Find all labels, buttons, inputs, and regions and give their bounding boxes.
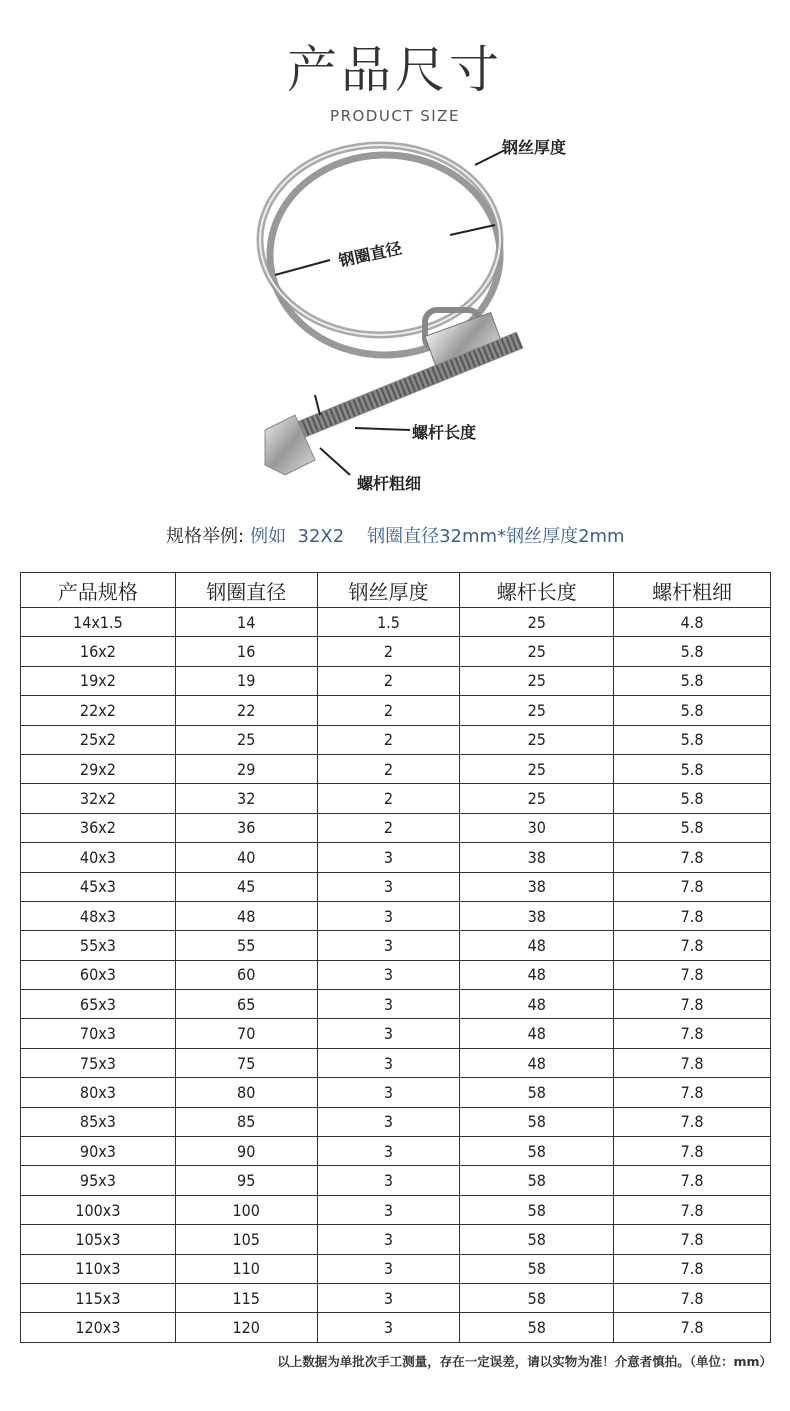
label-screw-diameter: 螺杆粗细 xyxy=(357,474,422,493)
table-row xyxy=(21,696,771,725)
page-subtitle: PRODUCT SIZE xyxy=(330,107,460,125)
size-table xyxy=(20,572,771,1343)
table-cell: 7.8 xyxy=(614,1166,771,1195)
table-cell: 70 xyxy=(175,1019,317,1048)
table-cell: 2 xyxy=(317,696,460,725)
table-cell: 7.8 xyxy=(614,1107,771,1136)
table-cell: 7.8 xyxy=(614,843,771,872)
spec-example xyxy=(166,522,625,548)
table-cell: 5.8 xyxy=(614,813,771,842)
table-row xyxy=(21,1313,771,1342)
table-cell: 48 xyxy=(460,960,614,989)
table-cell: 2 xyxy=(317,754,460,783)
table-cell: 25x2 xyxy=(21,725,176,754)
table-cell: 7.8 xyxy=(614,1254,771,1283)
table-cell: 7.8 xyxy=(614,1048,771,1077)
table-cell: 48 xyxy=(175,901,317,930)
table-cell: 7.8 xyxy=(614,1283,771,1312)
table-cell: 3 xyxy=(317,1019,460,1048)
table-cell: 3 xyxy=(317,1048,460,1077)
table-cell: 7.8 xyxy=(614,1225,771,1254)
table-cell: 3 xyxy=(317,1166,460,1195)
table-cell: 3 xyxy=(317,1107,460,1136)
table-cell: 5.8 xyxy=(614,696,771,725)
table-cell: 80x3 xyxy=(21,1078,176,1107)
footer-note: 以上数据为单批次手工测量，存在一定误差，请以实物为准！介意者慎拍。（单位：mm） xyxy=(277,1354,772,1369)
table-cell: 70x3 xyxy=(21,1019,176,1048)
table-cell: 5.8 xyxy=(614,725,771,754)
table-cell: 58 xyxy=(460,1166,614,1195)
table-cell: 25 xyxy=(175,725,317,754)
table-cell: 2 xyxy=(317,637,460,666)
table-cell: 19 xyxy=(175,666,317,695)
table-cell: 38 xyxy=(460,843,614,872)
table-cell: 40x3 xyxy=(21,843,176,872)
column-header: 产品规格 xyxy=(21,573,176,608)
table-cell: 19x2 xyxy=(21,666,176,695)
table-cell: 3 xyxy=(317,1254,460,1283)
table-cell: 115 xyxy=(175,1283,317,1312)
table-cell: 80 xyxy=(175,1078,317,1107)
table-cell: 85x3 xyxy=(21,1107,176,1136)
table-row xyxy=(21,1019,771,1048)
table-cell: 5.8 xyxy=(614,637,771,666)
table-cell: 105 xyxy=(175,1225,317,1254)
table-cell: 25 xyxy=(460,666,614,695)
table-cell: 32x2 xyxy=(21,784,176,813)
table-cell: 120x3 xyxy=(21,1313,176,1342)
table-cell: 90 xyxy=(175,1137,317,1166)
table-cell: 110 xyxy=(175,1254,317,1283)
table-cell: 3 xyxy=(317,931,460,960)
table-row xyxy=(21,990,771,1019)
table-cell: 36x2 xyxy=(21,813,176,842)
table-cell: 100x3 xyxy=(21,1195,176,1224)
table-row xyxy=(21,725,771,754)
hose-clamp-diagram xyxy=(220,130,600,500)
table-cell: 115x3 xyxy=(21,1283,176,1312)
table-cell: 3 xyxy=(317,1313,460,1342)
table-cell: 100 xyxy=(175,1195,317,1224)
table-row xyxy=(21,872,771,901)
table-cell: 38 xyxy=(460,872,614,901)
table-cell: 3 xyxy=(317,990,460,1019)
table-cell: 16x2 xyxy=(21,637,176,666)
table-cell: 22x2 xyxy=(21,696,176,725)
column-header: 钢圈直径 xyxy=(175,573,317,608)
table-cell: 7.8 xyxy=(614,901,771,930)
table-cell: 3 xyxy=(317,1137,460,1166)
table-cell: 25 xyxy=(460,608,614,637)
table-cell: 95x3 xyxy=(21,1166,176,1195)
table-cell: 30 xyxy=(460,813,614,842)
table-row xyxy=(21,666,771,695)
table-row xyxy=(21,931,771,960)
table-cell: 3 xyxy=(317,843,460,872)
column-header: 钢丝厚度 xyxy=(317,573,460,608)
table-row xyxy=(21,754,771,783)
table-cell: 60x3 xyxy=(21,960,176,989)
table-cell: 58 xyxy=(460,1254,614,1283)
table-cell: 45 xyxy=(175,872,317,901)
table-cell: 2 xyxy=(317,813,460,842)
column-header: 螺杆长度 xyxy=(460,573,614,608)
table-row xyxy=(21,1283,771,1312)
table-cell: 25 xyxy=(460,637,614,666)
page-title: 产品尺寸 xyxy=(287,41,503,99)
table-cell: 58 xyxy=(460,1225,614,1254)
table-cell: 3 xyxy=(317,901,460,930)
table-cell: 40 xyxy=(175,843,317,872)
table-row xyxy=(21,1225,771,1254)
table-cell: 16 xyxy=(175,637,317,666)
table-cell: 95 xyxy=(175,1166,317,1195)
table-cell: 7.8 xyxy=(614,1195,771,1224)
table-cell: 32 xyxy=(175,784,317,813)
table-cell: 25 xyxy=(460,725,614,754)
table-cell: 75 xyxy=(175,1048,317,1077)
table-cell: 7.8 xyxy=(614,1137,771,1166)
table-cell: 48 xyxy=(460,931,614,960)
table-cell: 2 xyxy=(317,784,460,813)
table-cell: 7.8 xyxy=(614,1078,771,1107)
table-cell: 55x3 xyxy=(21,931,176,960)
table-cell: 85 xyxy=(175,1107,317,1136)
table-cell: 58 xyxy=(460,1283,614,1312)
table-cell: 65x3 xyxy=(21,990,176,1019)
hose-clamp-image xyxy=(220,130,600,500)
table-cell: 7.8 xyxy=(614,1313,771,1342)
table-row xyxy=(21,608,771,637)
table-cell: 29 xyxy=(175,754,317,783)
table-cell: 25 xyxy=(460,696,614,725)
table-cell: 3 xyxy=(317,872,460,901)
table-cell: 2 xyxy=(317,666,460,695)
table-cell: 45x3 xyxy=(21,872,176,901)
table-cell: 48 xyxy=(460,1048,614,1077)
table-cell: 1.5 xyxy=(317,608,460,637)
table-cell: 75x3 xyxy=(21,1048,176,1077)
table-cell: 58 xyxy=(460,1107,614,1136)
table-cell: 7.8 xyxy=(614,990,771,1019)
table-row xyxy=(21,960,771,989)
table-cell: 105x3 xyxy=(21,1225,176,1254)
table-cell: 48 xyxy=(460,990,614,1019)
table-row xyxy=(21,637,771,666)
table-header-row xyxy=(21,573,771,608)
table-cell: 58 xyxy=(460,1078,614,1107)
table-row xyxy=(21,843,771,872)
table-cell: 2 xyxy=(317,725,460,754)
table-cell: 65 xyxy=(175,990,317,1019)
table-cell: 120 xyxy=(175,1313,317,1342)
table-cell: 48 xyxy=(460,1019,614,1048)
table-row xyxy=(21,1195,771,1224)
table-cell: 14x1.5 xyxy=(21,608,176,637)
table-row xyxy=(21,901,771,930)
table-cell: 55 xyxy=(175,931,317,960)
table-cell: 5.8 xyxy=(614,666,771,695)
table-cell: 110x3 xyxy=(21,1254,176,1283)
table-cell: 3 xyxy=(317,1195,460,1224)
table-cell: 22 xyxy=(175,696,317,725)
table-row xyxy=(21,1107,771,1136)
table-row xyxy=(21,1137,771,1166)
table-cell: 25 xyxy=(460,754,614,783)
table-cell: 3 xyxy=(317,1078,460,1107)
table-cell: 36 xyxy=(175,813,317,842)
table-cell: 3 xyxy=(317,1225,460,1254)
table-cell: 58 xyxy=(460,1313,614,1342)
table-cell: 4.8 xyxy=(614,608,771,637)
table-cell: 5.8 xyxy=(614,754,771,783)
table-cell: 90x3 xyxy=(21,1137,176,1166)
table-row xyxy=(21,1254,771,1283)
table-cell: 58 xyxy=(460,1195,614,1224)
label-wire-thickness: 钢丝厚度 xyxy=(502,138,567,157)
table-cell: 7.8 xyxy=(614,1019,771,1048)
table-cell: 5.8 xyxy=(614,784,771,813)
column-header: 螺杆粗细 xyxy=(614,573,771,608)
table-cell: 7.8 xyxy=(614,872,771,901)
label-screw-length: 螺杆长度 xyxy=(412,423,477,442)
spec-example-label: 规格举例: xyxy=(166,526,245,547)
table-cell: 48x3 xyxy=(21,901,176,930)
label-ring-diameter: 钢圈直径 xyxy=(336,238,404,271)
table-row xyxy=(21,813,771,842)
spec-example-value: 例如 32X2 钢圈直径32mm*钢丝厚度2mm xyxy=(250,526,625,547)
table-row xyxy=(21,1048,771,1077)
table-cell: 25 xyxy=(460,784,614,813)
table-cell: 60 xyxy=(175,960,317,989)
table-cell: 3 xyxy=(317,960,460,989)
table-cell: 58 xyxy=(460,1137,614,1166)
table-row xyxy=(21,1166,771,1195)
table-row xyxy=(21,1078,771,1107)
table-cell: 7.8 xyxy=(614,960,771,989)
table-cell: 3 xyxy=(317,1283,460,1312)
table-cell: 7.8 xyxy=(614,931,771,960)
table-cell: 14 xyxy=(175,608,317,637)
table-cell: 38 xyxy=(460,901,614,930)
table-cell: 29x2 xyxy=(21,754,176,783)
table-row xyxy=(21,784,771,813)
